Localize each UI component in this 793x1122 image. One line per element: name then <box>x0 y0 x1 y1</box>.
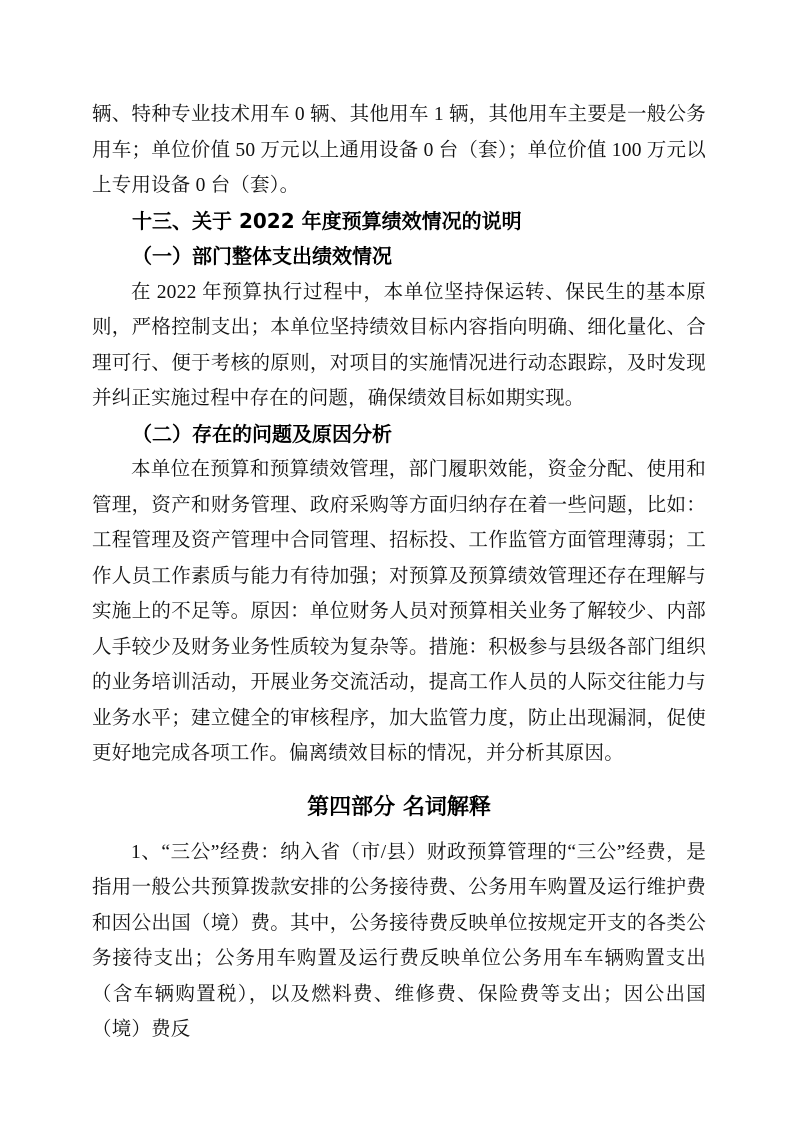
paragraph-sangong-funds-definition: 1、“三公”经费：纳入省（市/县）财政预算管理的“三公”经费，是指用一般公共预算拨款安排的公务接待费、公务用车购置及运行维护费和因公出国（境）费。其中，公务接待费反映单位按规定开支的各类公务接待支出；公务用车购置及运行费反映单位公务用车车辆购置支出（含车辆购置税），以及燃料费、维修费、保险费等支出；因公出国（境）费反 <box>92 841 706 1040</box>
part4-title-glossary: 第四部分 名词解释 <box>307 794 491 820</box>
paragraph-budget-execution: 在 2022 年预算执行过程中，本单位坚持保运转、保民生的基本原则，严格控制支出；本单位坚持绩效目标内容指向明确、细化量化、合理可行、便于考核的原则，对项目的实施情况进行动态跟踪，及时发现并纠正实施过程中存在的问题，确保绩效目标如期实现。 <box>92 281 706 409</box>
heading-section-13-budget-performance: 十三、关于 2022 年度预算绩效情况的说明 <box>132 208 522 233</box>
paragraph-problems-causes-measures: 本单位在预算和预算绩效管理，部门履职效能，资金分配、使用和管理，资产和财务管理、政府采购等方面归纳存在着一些问题，比如：工程管理及资产管理中合同管理、招标投、工作监管方面管理薄弱；工作人员工作素质与能力有待加强；对预算及预算绩效管理还存在理解与实施上的不足等。原因：单位财务人员对预算相关业务了解较少、内部人手较少及财务业务性质较为复杂等。措施：积极参与县级各部门组织的业务培训活动，开展业务交流活动，提高工作人员的人际交往能力与业务水平；建立健全的审核程序，加大监管力度，防止出现漏洞，促使更好地完成各项工作。偏离绩效目标的情况，并分析其原因。 <box>92 459 706 764</box>
document-body <box>92 97 706 1048</box>
paragraph-vehicles-equipment: 辆、特种专业技术用车 0 辆、其他用车 1 辆，其他用车主要是一般公务用车；单位价值 50 万元以上通用设备 0 台（套）；单位价值 100 万元以上专用设备 0 台（套）。 <box>92 104 706 196</box>
heading-sub-2-problems-and-cause-analysis: （二）存在的问题及原因分析 <box>132 421 392 446</box>
heading-sub-1-overall-expenditure-performance: （一）部门整体支出绩效情况 <box>132 244 392 268</box>
